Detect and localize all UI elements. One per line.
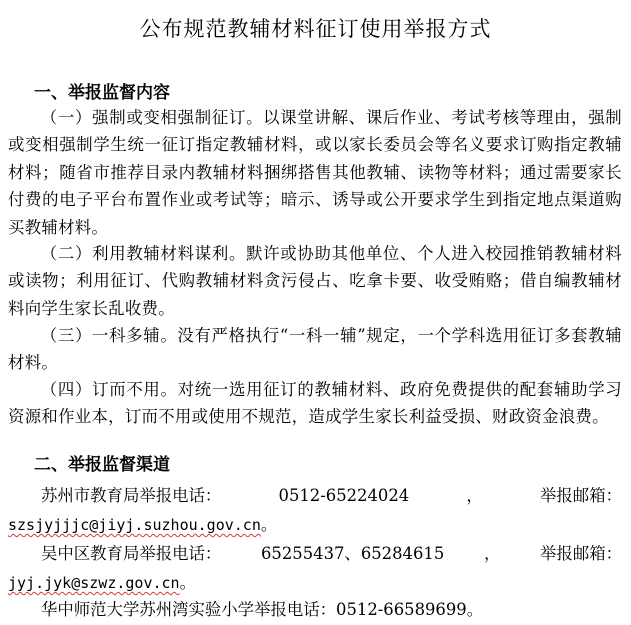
- contact-label: 苏州市教育局举报电话：: [41, 486, 222, 505]
- section-heading-report-channels: 二、举报监督渠道: [34, 455, 170, 475]
- contact-phone: 0512-65224024: [278, 486, 410, 505]
- contact-wuzhong-line1: [41, 540, 622, 567]
- contact-phone: 65255437、65284615: [261, 544, 445, 563]
- paragraph-item-2: （二）利用教辅材料谋利。默许或协助其他单位、个人进入校园推销教辅材料或读物；利用征订、代购教辅材料贪污侵占、吃拿卡要、收受贿赂；借自编教辅材料向学生家长乱收费。: [8, 244, 622, 318]
- section-heading-supervision-content: 一、举报监督内容: [34, 83, 170, 103]
- contact-mail-label: 举报邮箱：: [540, 544, 622, 563]
- paragraph-item-1: （一）强制或变相强制征订。以课堂讲解、课后作业、考试考核等理由，强制或变相强制学生统一征订指定教辅材料，或以家长委员会等名义要求订购指定教辅材料；随省市推荐目录内教辅材料捆绑搭售其他教辅、读物等材料；通过需要家长付费的电子平台布置作业或考试等；暗示、诱导或公开要求学生到指定地点渠道购买教辅材料。: [8, 108, 622, 237]
- contact-separator: ，: [466, 486, 483, 505]
- email-link[interactable]: szsjyjjjc@jiyj.suzhou.gov.cn: [8, 516, 261, 534]
- email-link[interactable]: jyj.jyk@szwz.gov.cn: [8, 574, 180, 592]
- contact-mail-label: 举报邮箱：: [540, 486, 622, 505]
- contact-end: 。: [466, 600, 484, 619]
- contact-suzhou-line1: [41, 482, 622, 509]
- contact-suzhou-line2: [8, 511, 622, 539]
- contact-label: 华中师范大学苏州湾实验小学举报电话：: [41, 600, 337, 619]
- paragraph-item-4: （四）订而不用。对统一选用征订的教辅材料、政府免费提供的配套辅助学习资源和作业本，订而不用或使用不规范，造成学生家长利益受损、财政资金浪费。: [8, 380, 622, 427]
- paragraph-item-3: （三）一科多辅。没有严格执行“一科一辅”规定，一个学科选用征订多套教辅材料。: [8, 326, 622, 373]
- contact-school-line: [41, 596, 622, 623]
- contact-end: 。: [260, 515, 278, 534]
- contact-end: 。: [179, 573, 196, 592]
- contact-separator: ，: [483, 544, 501, 563]
- contact-label: 吴中区教育局举报电话：: [41, 544, 222, 563]
- contact-wuzhong-line2: [8, 569, 622, 597]
- contact-phone: 0512-66589699: [336, 600, 467, 619]
- page-title: 公布规范教辅材料征订使用举报方式: [139, 17, 492, 41]
